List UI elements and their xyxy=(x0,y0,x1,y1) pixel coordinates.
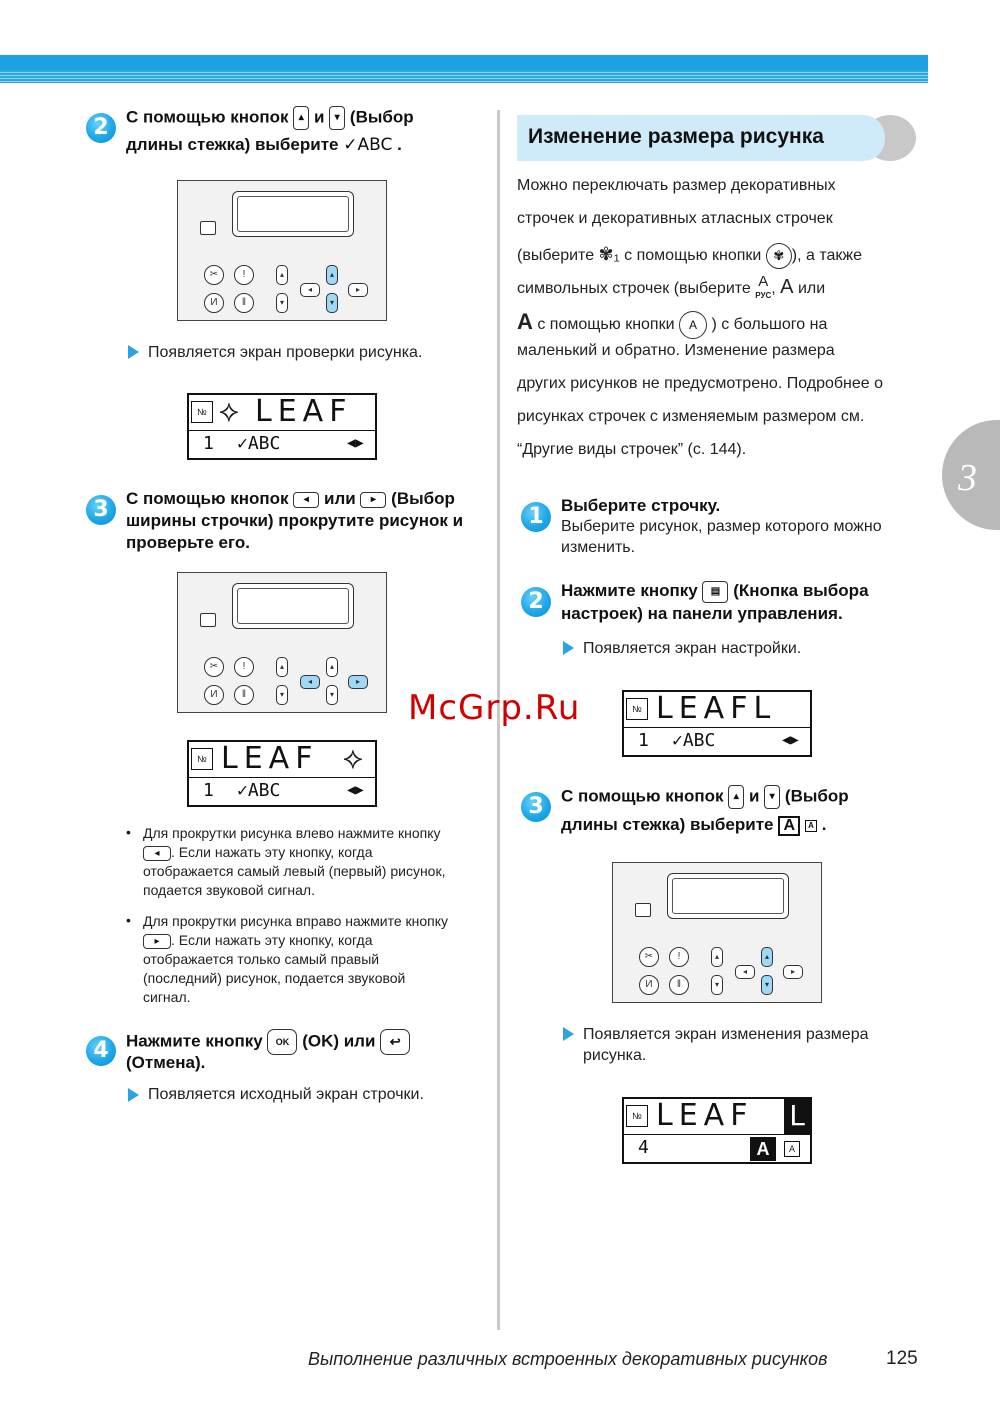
step-text: и xyxy=(314,107,325,127)
settings-button-icon[interactable] xyxy=(200,221,216,235)
right-step-3-text xyxy=(561,785,921,809)
up-button-icon: ▴ xyxy=(728,785,744,809)
section-heading: Изменение размера рисунка xyxy=(528,125,824,148)
reverse-button-icon[interactable]: И xyxy=(204,293,224,313)
result-arrow-icon xyxy=(563,641,574,655)
lcd-screen-1 xyxy=(187,393,377,460)
step-text: или xyxy=(324,489,356,508)
intro-line-7: других рисунков не предусмотрено. Подробнее о xyxy=(517,375,884,392)
left-step-3-line2: ширины строчки) прокрутите рисунок и xyxy=(126,511,464,530)
right-step-1-line1: Выберите рисунок, размер которого можно xyxy=(561,518,882,535)
bullet-1 xyxy=(143,824,488,900)
right-step-2-text xyxy=(561,580,921,603)
size-button-icon: ✾ xyxy=(766,243,792,269)
intro-text: , xyxy=(771,280,776,298)
left-result-1: Появляется экран проверки рисунка. xyxy=(148,344,423,361)
bullet-line: подается звуковой сигнал. xyxy=(143,882,315,898)
lcd-pattern-name: LEAFL xyxy=(656,691,777,726)
lcd-mode-text: ABC xyxy=(247,780,281,801)
intro-text: (выберите xyxy=(517,247,595,265)
scissors-button-icon[interactable]: ✂ xyxy=(639,947,659,967)
leaf-pattern-icon: ⟡ xyxy=(343,742,363,775)
width-down-button-icon[interactable]: ▾ xyxy=(276,685,288,705)
result-arrow-icon xyxy=(563,1027,574,1041)
right-button-icon[interactable]: ▸ xyxy=(783,965,803,979)
stop-button-icon[interactable]: ! xyxy=(234,657,254,677)
result-arrow-icon xyxy=(128,1088,139,1102)
lcd-small-size-icon: A xyxy=(784,1141,800,1157)
needle-button-icon[interactable]: ǁ xyxy=(234,293,254,313)
bullet-line xyxy=(143,843,488,862)
bullet-line: Для прокрутки рисунка вправо нажмите кнопку xyxy=(143,913,449,929)
length-up-button-icon[interactable]: ▴ xyxy=(326,657,338,677)
bullet-line: отображается только самый правый xyxy=(143,951,380,967)
length-down-button-icon[interactable]: ▾ xyxy=(326,293,338,313)
lcd-number: 1 xyxy=(203,433,214,454)
intro-text: ) с большого на xyxy=(711,316,828,333)
bullet-line: (последний) рисунок, подается звуковой xyxy=(143,970,406,986)
lcd-scroll-arrows-icon: ◀▶ xyxy=(347,782,364,798)
letter-a-icon: A xyxy=(780,276,794,299)
settings-button-icon[interactable] xyxy=(200,613,216,627)
ok-button-icon: OK xyxy=(267,1029,297,1055)
down-button-icon: ▾ xyxy=(764,785,780,809)
bullet-dot: • xyxy=(126,912,131,928)
lcd-top-row xyxy=(189,742,375,778)
length-up-button-icon[interactable]: ▴ xyxy=(326,265,338,285)
bullet-2 xyxy=(143,912,488,1007)
cancel-button-icon: ↩ xyxy=(380,1029,410,1055)
left-button-icon[interactable]: ◂ xyxy=(735,965,755,979)
result-arrow-icon xyxy=(128,345,139,359)
bullet-line: отображается самый левый (первый) рисунок, xyxy=(143,863,446,879)
step-text: С помощью кнопок xyxy=(126,489,289,508)
lcd-mode-text: ABC xyxy=(247,433,281,454)
panel-lcd-window xyxy=(232,191,354,237)
step-text: (Выбор xyxy=(391,489,455,508)
bullet-text: . Если нажать эту кнопку, когда xyxy=(171,932,373,948)
right-step-1-title: Выберите строчку. xyxy=(561,496,721,515)
down-button-icon: ▾ xyxy=(329,106,345,130)
length-up-button-icon[interactable]: ▴ xyxy=(761,947,773,967)
checkmark-abc-icon: ✓ABC xyxy=(343,135,393,155)
width-up-button-icon[interactable]: ▴ xyxy=(276,657,288,677)
step-text: Нажмите кнопку xyxy=(126,1031,263,1051)
needle-button-icon[interactable]: ǁ xyxy=(669,975,689,995)
left-step-2-text xyxy=(126,106,486,130)
step-text: длины стежка) выберите xyxy=(126,135,339,154)
intro-text: с помощью кнопки xyxy=(624,247,762,265)
bullet-dot: • xyxy=(126,824,131,840)
step-2-number: 2 xyxy=(86,113,116,143)
step-3-number: 3 xyxy=(86,495,116,525)
up-button-icon: ▴ xyxy=(293,106,309,130)
intro-text: с помощью кнопки xyxy=(537,316,675,333)
left-step-3-line3: проверьте его. xyxy=(126,533,250,552)
intro-line-9: “Другие виды строчек” (с. 144). xyxy=(517,441,747,458)
step-text: и xyxy=(749,786,760,806)
lcd-screen-4 xyxy=(622,1097,812,1164)
bullet-text: . Если нажать эту кнопку, когда xyxy=(171,844,373,860)
reverse-button-icon[interactable]: И xyxy=(204,685,224,705)
stop-button-icon[interactable]: ! xyxy=(669,947,689,967)
bullet-line xyxy=(143,931,488,950)
rus-label: РУС xyxy=(755,291,772,300)
width-up-button-icon[interactable]: ▴ xyxy=(711,947,723,967)
right-button-icon[interactable]: ▸ xyxy=(348,283,368,297)
intro-line-3 xyxy=(517,243,917,269)
step-1-number: 1 xyxy=(521,502,551,532)
lcd-scroll-arrows-icon: ◀▶ xyxy=(347,435,364,451)
step-text: . xyxy=(821,815,827,834)
right-step-2-line2: настроек) на панели управления. xyxy=(561,604,843,623)
lcd-mode: ✓ABC xyxy=(237,780,281,801)
intro-line-2: строчек и декоративных атласных строчек xyxy=(517,210,833,227)
pattern-icon: № xyxy=(626,698,648,720)
control-panel xyxy=(612,862,822,1003)
step-text: (Выбор xyxy=(784,786,849,806)
lcd-number: 4 xyxy=(638,1137,649,1158)
panel-lcd-inner xyxy=(237,196,349,232)
step-2-number: 2 xyxy=(521,587,551,617)
right-result-1: Появляется экран настройки. xyxy=(583,640,802,657)
lcd-top-row xyxy=(189,395,375,431)
pattern-icon: № xyxy=(626,1105,648,1127)
right-button-icon: ▸ xyxy=(360,492,386,508)
small-size-icon: A xyxy=(805,820,817,832)
lcd-scroll-arrows-icon: ◀▶ xyxy=(782,732,799,748)
lcd-selected-cursor: L xyxy=(784,1099,810,1135)
lcd-screen-2 xyxy=(187,740,377,807)
page-number: 125 xyxy=(886,1348,918,1369)
lcd-number: 1 xyxy=(638,730,649,751)
footer-title: Выполнение различных встроенных декоративных рисунков xyxy=(308,1349,828,1369)
right-button-icon: ▸ xyxy=(143,934,171,949)
lcd-pattern-name: LEAF xyxy=(221,741,319,776)
lcd-top-row xyxy=(624,1099,810,1135)
lcd-top-row xyxy=(624,692,810,728)
panel-lcd-inner xyxy=(237,588,349,624)
lcd-pattern-name: LEAF xyxy=(255,394,353,429)
pattern-icon: № xyxy=(191,401,213,423)
size-stitch-icon: ✾₁ xyxy=(598,244,620,265)
right-button-icon[interactable]: ▸ xyxy=(348,675,368,689)
stop-button-icon[interactable]: ! xyxy=(234,265,254,285)
left-step-3-text xyxy=(126,488,486,510)
watermark: McGrp.Ru xyxy=(408,688,581,728)
lcd-pattern-name: LEAF xyxy=(656,1098,754,1133)
left-step-2-line2 xyxy=(126,134,486,156)
step-text: С помощью кнопок xyxy=(561,786,724,806)
large-size-icon: A xyxy=(778,816,800,836)
pattern-icon: № xyxy=(191,748,213,770)
step-text: С помощью кнопок xyxy=(126,107,289,127)
step-text: . xyxy=(397,135,402,154)
length-down-button-icon[interactable]: ▾ xyxy=(761,975,773,995)
outline-a-icon: A xyxy=(517,309,533,334)
step-3-number: 3 xyxy=(521,792,551,822)
settings-button-icon[interactable] xyxy=(635,903,651,917)
lcd-screen-3 xyxy=(622,690,812,757)
bullet-line: Для прокрутки рисунка влево нажмите кнопку xyxy=(143,825,441,841)
leaf-pattern-icon: ⟡ xyxy=(219,395,239,428)
scissors-button-icon[interactable]: ✂ xyxy=(204,265,224,285)
letter-a-button-icon: A xyxy=(679,311,707,339)
reverse-button-icon[interactable]: И xyxy=(639,975,659,995)
panel-lcd-window xyxy=(232,583,354,629)
lcd-large-size-icon: A xyxy=(750,1137,776,1161)
step-text: (Выбор xyxy=(349,107,414,127)
left-button-icon[interactable]: ◂ xyxy=(300,283,320,297)
intro-text: или xyxy=(797,280,826,298)
width-down-button-icon[interactable]: ▾ xyxy=(276,293,288,313)
lcd-number: 1 xyxy=(203,780,214,801)
left-step-4-line2: (Отмена). xyxy=(126,1053,206,1072)
right-step-1-line2: изменить. xyxy=(561,539,636,556)
step-text: Нажмите кнопку xyxy=(561,581,698,600)
lcd-mode-text: ABC xyxy=(682,730,716,751)
width-up-button-icon[interactable]: ▴ xyxy=(276,265,288,285)
chapter-number: 3 xyxy=(958,457,977,499)
control-panel xyxy=(177,180,387,321)
bullet-line: сигнал. xyxy=(143,989,191,1005)
intro-text: символьных строчек (выберите xyxy=(517,280,751,298)
scissors-button-icon[interactable]: ✂ xyxy=(204,657,224,677)
step-text: длины стежка) выберите xyxy=(561,815,774,834)
right-step-3-line2 xyxy=(561,814,921,836)
lcd-mode: ✓ABC xyxy=(237,433,281,454)
right-result-2-line1: Появляется экран изменения размера xyxy=(583,1026,869,1043)
intro-line-8: рисунках строчек с изменяемым размером см. xyxy=(517,408,865,425)
left-button-icon: ◂ xyxy=(293,492,319,508)
intro-line-1: Можно переключать размер декоративных xyxy=(517,177,836,194)
left-result-2: Появляется исходный экран строчки. xyxy=(148,1086,424,1103)
intro-line-6: маленький и обратно. Изменение размера xyxy=(517,342,835,359)
right-result-2-line2: рисунка. xyxy=(583,1047,647,1064)
needle-button-icon[interactable]: ǁ xyxy=(234,685,254,705)
intro-line-5 xyxy=(517,309,917,339)
step-text: (Кнопка выбора xyxy=(733,581,869,600)
step-text: (OK) или xyxy=(302,1031,376,1051)
step-4-number: 4 xyxy=(86,1036,116,1066)
abc-label: ABC xyxy=(357,135,393,155)
panel-lcd-inner xyxy=(672,878,784,914)
letter-a-rus-icon: A РУС xyxy=(755,273,772,300)
top-stripe-bar-dark xyxy=(0,55,928,70)
control-panel xyxy=(177,572,387,713)
intro-text: ), а также xyxy=(791,247,863,265)
panel-lcd-window xyxy=(667,873,789,919)
intro-line-4 xyxy=(517,273,917,302)
width-down-button-icon[interactable]: ▾ xyxy=(711,975,723,995)
length-down-button-icon[interactable]: ▾ xyxy=(326,685,338,705)
left-button-icon: ◂ xyxy=(143,846,171,861)
lcd-mode: ✓ABC xyxy=(672,730,716,751)
left-button-icon[interactable]: ◂ xyxy=(300,675,320,689)
settings-button-icon: ▤ xyxy=(702,581,728,603)
